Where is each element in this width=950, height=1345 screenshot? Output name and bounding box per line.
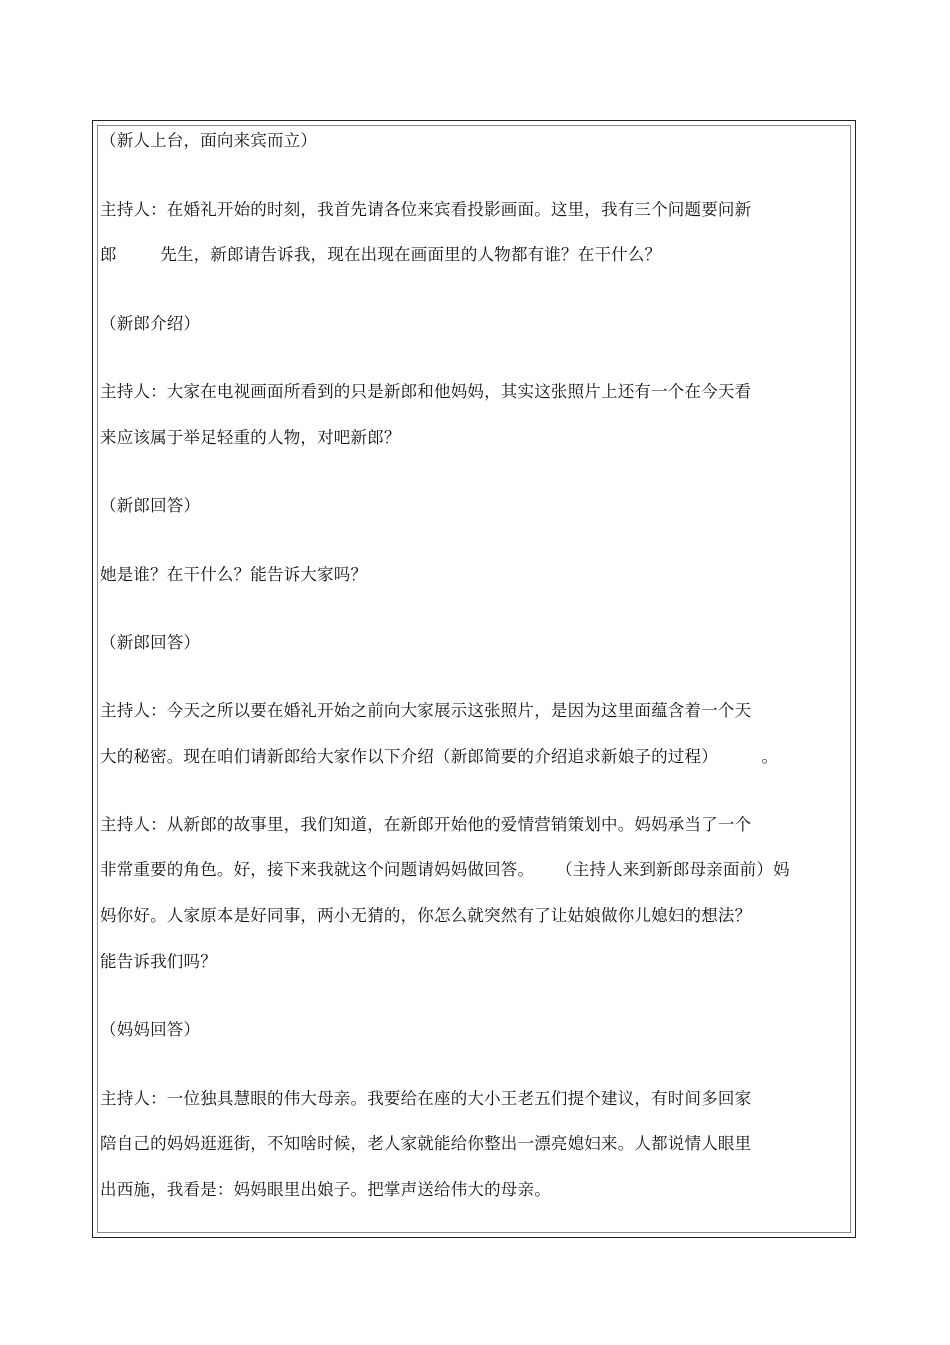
text-line: 主持人：今天之所以要在婚礼开始之前向大家展示这张照片，是因为这里面蕴含着一个天 [100, 701, 752, 720]
text-line: （妈妈回答） [100, 1020, 201, 1039]
text-line: 主持人：从新郎的故事里，我们知道，在新郎开始他的爱情营销策划中。妈妈承当了一个 [100, 815, 752, 834]
table-border-inner [97, 125, 851, 1233]
text-line: （新郎回答） [100, 496, 201, 515]
text-line: 出西施，我看是：妈妈眼里出娘子。把掌声送给伟大的母亲。 [100, 1180, 551, 1199]
text-line: （新郎回答） [100, 633, 201, 652]
text-line: 妈你好。人家原本是好同事，两小无猜的，你怎么就突然有了让姑娘做你儿媳妇的想法？ [100, 906, 752, 925]
text-line: 主持人：在婚礼开始的时刻，我首先请各位来宾看投影画面。这里，我有三个问题要问新 [100, 200, 752, 219]
text-line: 主持人：一位独具慧眼的伟大母亲。我要给在座的大小王老五们提个建议，有时间多回家 [100, 1089, 752, 1108]
text-line: 主持人：大家在电视画面所看到的只是新郎和他妈妈，其实这张照片上还有一个在今天看 [100, 382, 752, 401]
text-line: 郎 先生，新郎请告诉我，现在出现在画面里的人物都有谁？在干什么？ [100, 245, 662, 264]
text-line: 她是谁？在干什么？能告诉大家吗？ [100, 565, 368, 584]
text-line: 非常重要的角色。好，接下来我就这个问题请妈妈做回答。 （主持人来到新郎母亲面前）妈 [100, 860, 790, 879]
text-line: （新郎介绍） [100, 314, 201, 333]
text-line: 大的秘密。现在咱们请新郎给大家作以下介绍（新郎简要的介绍追求新娘子的过程） 。 [100, 747, 779, 766]
text-line: 陪自己的妈妈逛逛街，不知啥时候，老人家就能给你整出一漂亮媳妇来。人都说情人眼里 [100, 1134, 752, 1153]
text-line: （新人上台，面向来宾而立） [100, 131, 318, 150]
text-line: 能告诉我们吗？ [100, 952, 217, 971]
text-line: 来应该属于举足轻重的人物，对吧新郎？ [100, 428, 401, 447]
